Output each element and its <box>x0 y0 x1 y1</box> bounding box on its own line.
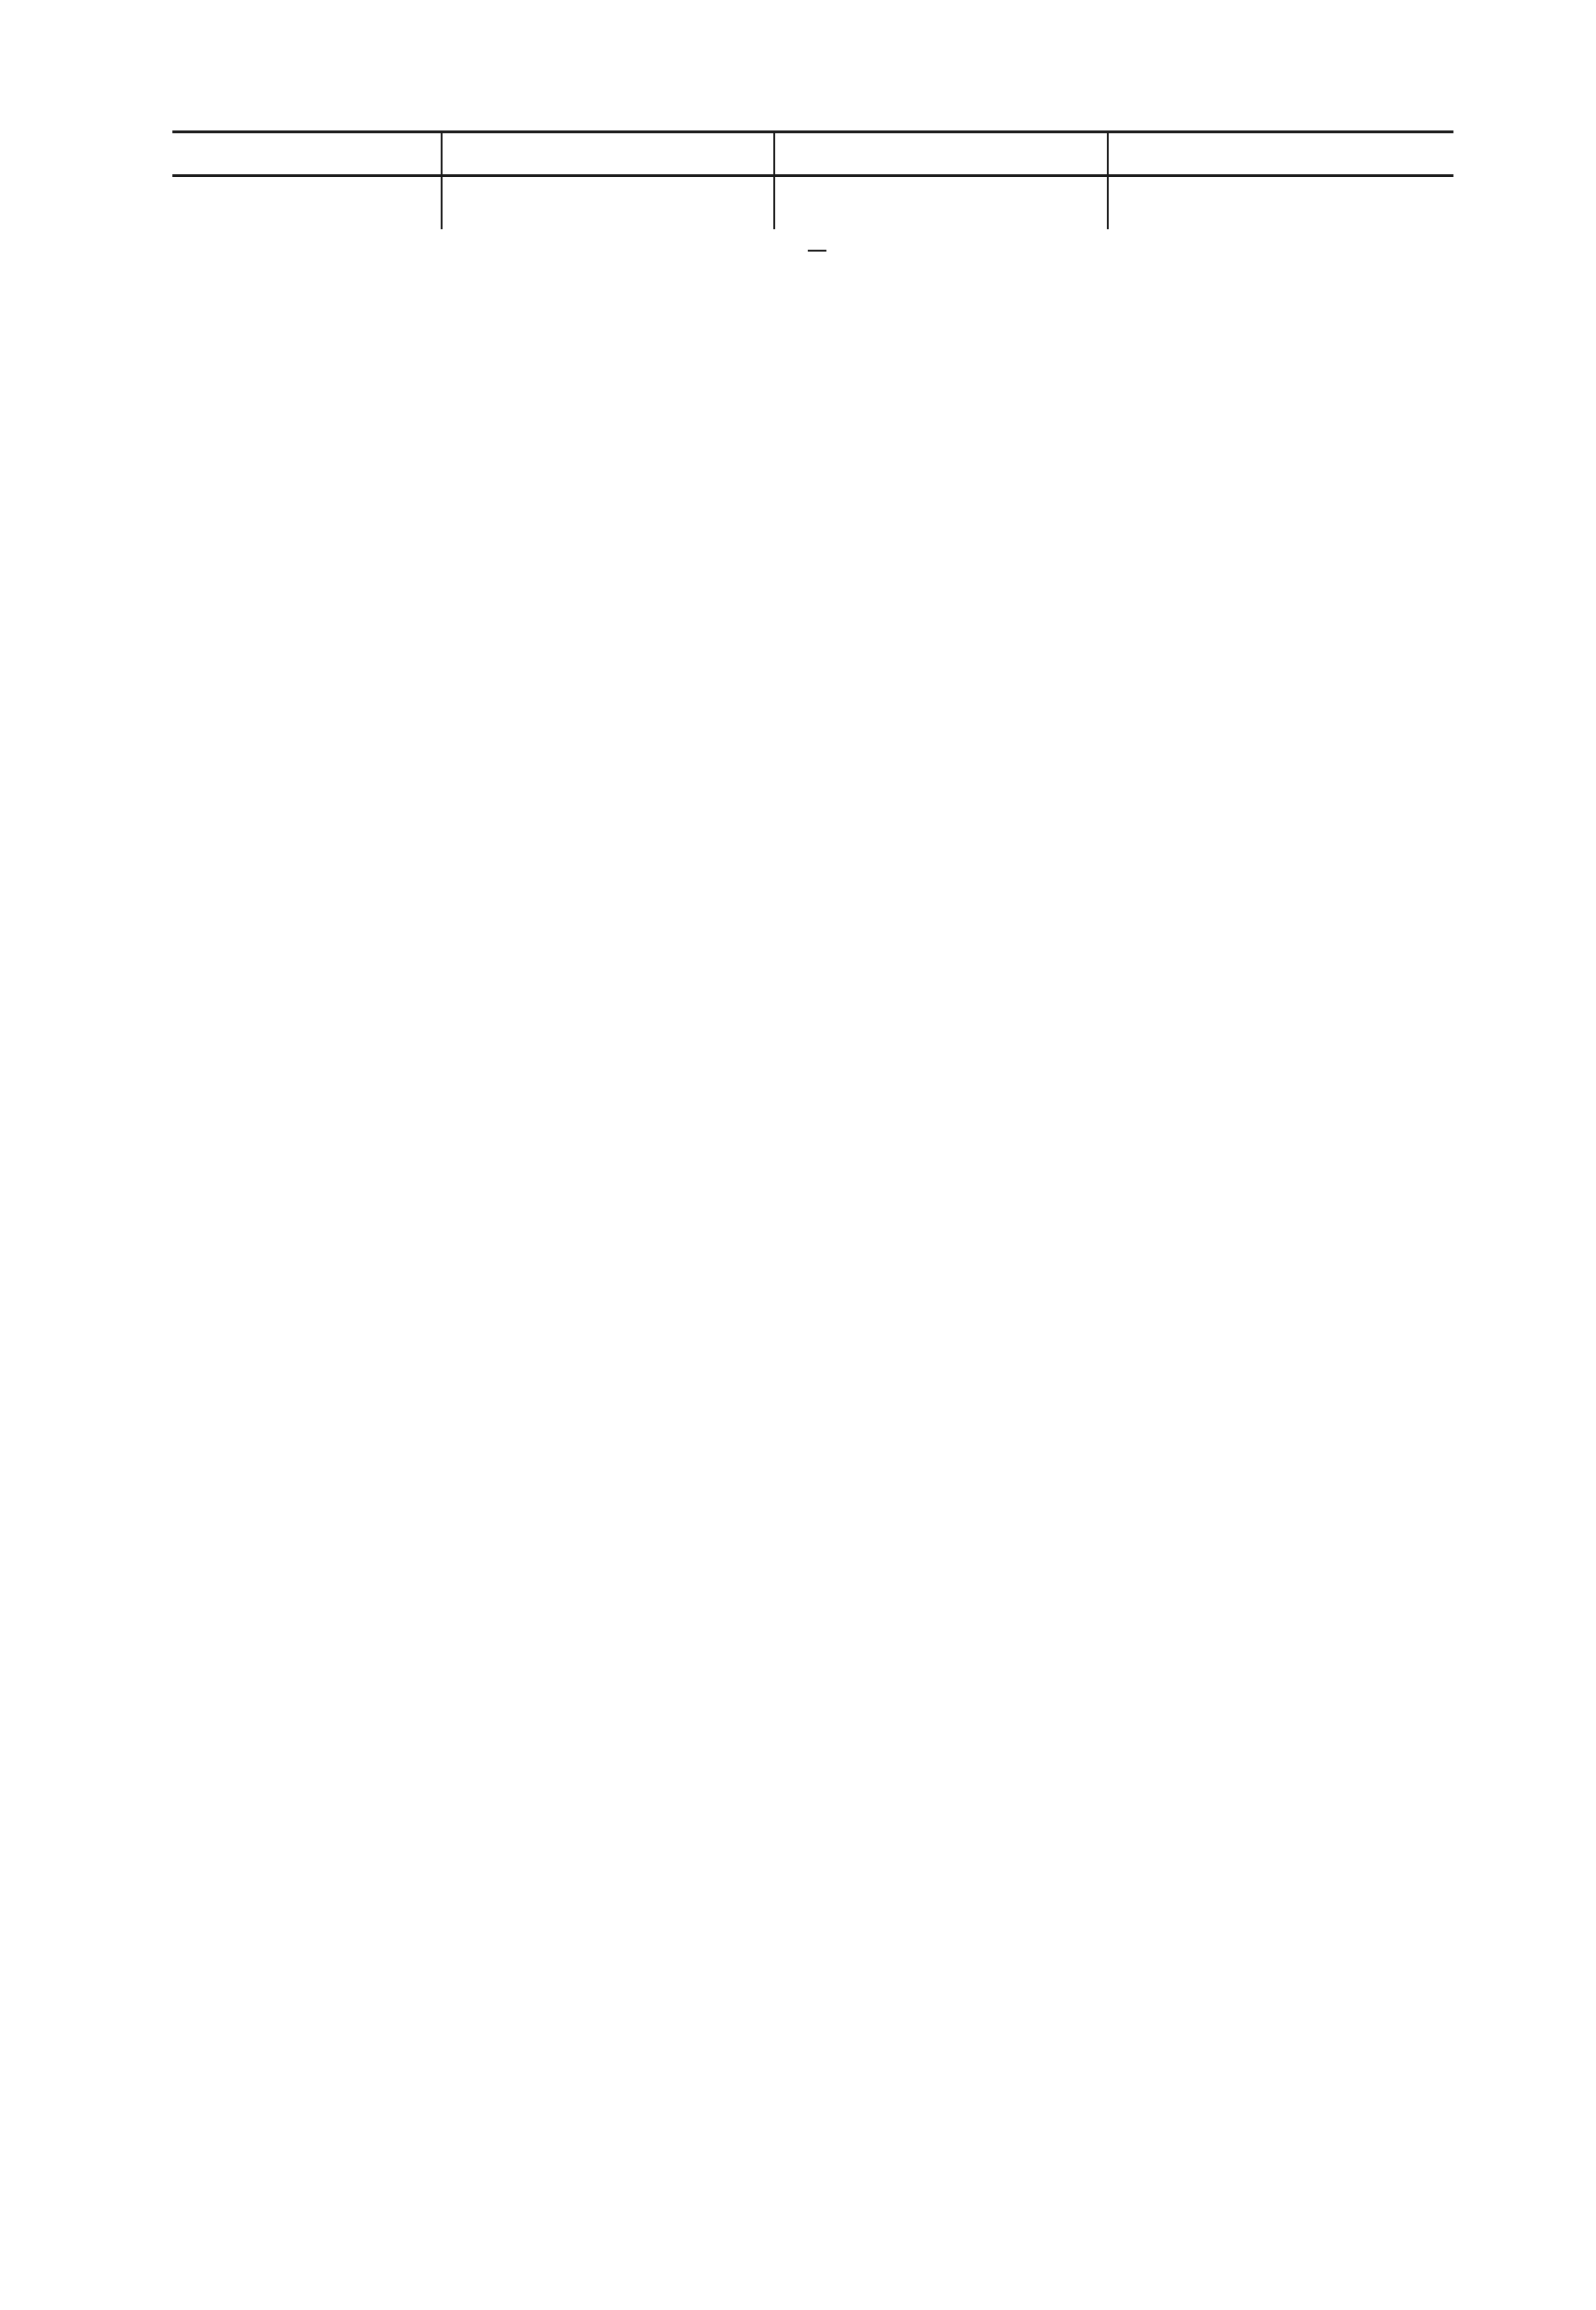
header-solution-2 <box>442 132 775 176</box>
column-solution-2 <box>442 176 775 230</box>
page-body <box>172 104 1453 272</box>
formula-fraction <box>808 248 826 253</box>
formula <box>172 248 1453 253</box>
table-header-row <box>172 132 1453 176</box>
column-sulfuric-acid <box>774 176 1108 230</box>
column-benzylidene-content <box>1108 176 1453 230</box>
table-body-row <box>172 176 1453 230</box>
header-standard-no <box>172 132 442 176</box>
header-benzylidene-content <box>1108 132 1453 176</box>
formula-denominator <box>808 252 826 253</box>
standards-table <box>172 130 1453 229</box>
column-standard-no <box>172 176 442 230</box>
header-sulfuric-acid <box>774 132 1108 176</box>
